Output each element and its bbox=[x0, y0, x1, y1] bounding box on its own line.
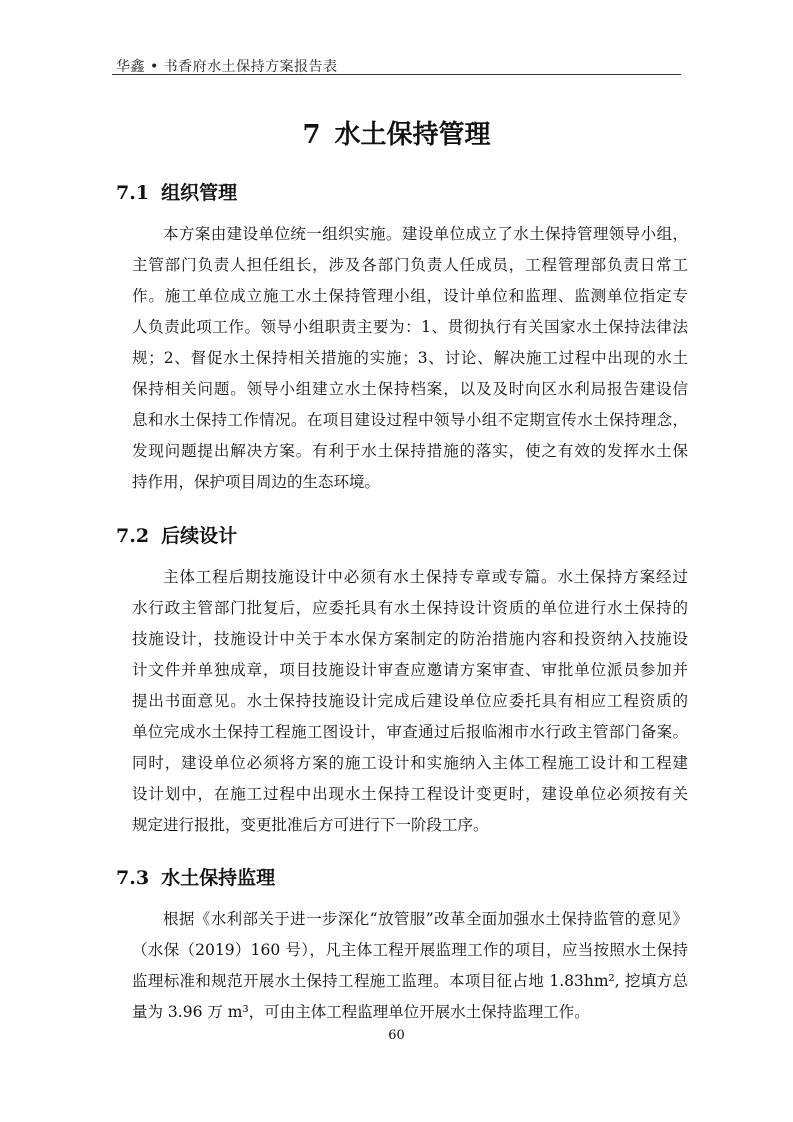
text-line: 技施设计，技施设计中关于本水保方案制定的防治措施内容和投资纳入技施设 bbox=[132, 630, 688, 648]
chapter-title-text: 水土保持管理 bbox=[334, 120, 491, 150]
text-line: 同时，建设单位必须将方案的施工设计和实施纳入主体工程施工设计和工程建 bbox=[132, 754, 688, 772]
text-line: 单位完成水土保持工程施工图设计，审查通过后报临湘市水行政主管部门备案。 bbox=[132, 723, 688, 741]
text-line: 发现问题提出解决方案。有利于水土保持措施的落实，使之有效的发挥水土保 bbox=[132, 442, 688, 460]
paragraph-7-1 bbox=[132, 219, 688, 498]
text-line: 息和水土保持工作情况。在项目建设过程中领导小组不定期宣传水土保持理念， bbox=[132, 411, 688, 429]
text-line: 保持相关问题。领导小组建立水土保持档案，以及及时向区水利局报告建设信 bbox=[132, 380, 688, 398]
text-line: 本方案由建设单位统一组织实施。建设单位成立了水土保持管理领导小组， bbox=[163, 225, 688, 243]
section-title: 后续设计 bbox=[161, 525, 238, 547]
section-heading-7-3 bbox=[116, 863, 275, 890]
text-line: 规；2、督促水土保持相关措施的实施；3、讨论、解决施工过程中出现的水土 bbox=[132, 349, 688, 367]
text-line: 人负责此项工作。领导小组职责主要为：1、贯彻执行有关国家水土保持法律法 bbox=[132, 318, 688, 336]
text-line: 主体工程后期技施设计中必须有水土保持专章或专篇。水土保持方案经过 bbox=[163, 568, 688, 586]
paragraph-7-3 bbox=[132, 904, 688, 1028]
chapter-title bbox=[0, 114, 793, 151]
section-number: 7.1 bbox=[116, 182, 150, 204]
text-line: 水行政主管部门批复后，应委托具有水土保持设计资质的单位进行水土保持的 bbox=[132, 599, 688, 617]
page-number: 60 bbox=[388, 1028, 405, 1043]
text-line: 主管部门负责人担任组长，涉及各部门负责人任成员，工程管理部负责日常工 bbox=[132, 256, 688, 274]
section-title: 水土保持监理 bbox=[161, 867, 276, 889]
section-heading-7-1 bbox=[116, 178, 237, 205]
text-line: 提出书面意见。水土保持技施设计完成后建设单位应委托具有相应工程资质的 bbox=[132, 692, 688, 710]
text-line: 量为 3.96 万 m³，可由主体工程监理单位开展水土保持监理工作。 bbox=[132, 1003, 590, 1021]
text-line: （水保（2019）160 号），凡主体工程开展监理工作的项目，应当按照水土保持 bbox=[132, 941, 688, 959]
text-line: 作。施工单位成立施工水土保持管理小组，设计单位和监理、监测单位指定专 bbox=[132, 287, 688, 305]
section-heading-7-2 bbox=[116, 521, 237, 548]
text-line: 计文件并单独成章，项目技施设计审查应邀请方案审查、审批单位派员参加并 bbox=[132, 661, 688, 679]
header-rule bbox=[112, 74, 681, 75]
section-number: 7.2 bbox=[116, 525, 150, 547]
section-title: 组织管理 bbox=[161, 182, 238, 204]
section-number: 7.3 bbox=[116, 867, 150, 889]
text-line: 设计划中，在施工过程中出现水土保持工程设计变更时，建设单位必须按有关 bbox=[132, 785, 688, 803]
text-line: 监理标准和规范开展水土保持工程施工监理。本项目征占地 1.83hm², 挖填方总 bbox=[132, 972, 688, 990]
chapter-number: 7 bbox=[302, 120, 321, 150]
text-line: 持作用，保护项目周边的生态环境。 bbox=[132, 473, 381, 491]
text-line: 根据《水利部关于进一步深化“放管服”改革全面加强水土保持监管的意见》 bbox=[163, 910, 688, 928]
paragraph-7-2 bbox=[132, 562, 688, 841]
text-line: 规定进行报批，变更批准后方可进行下一阶段工序。 bbox=[132, 816, 489, 834]
running-header: 华鑫 • 书香府水土保持方案报告表 bbox=[116, 59, 338, 75]
